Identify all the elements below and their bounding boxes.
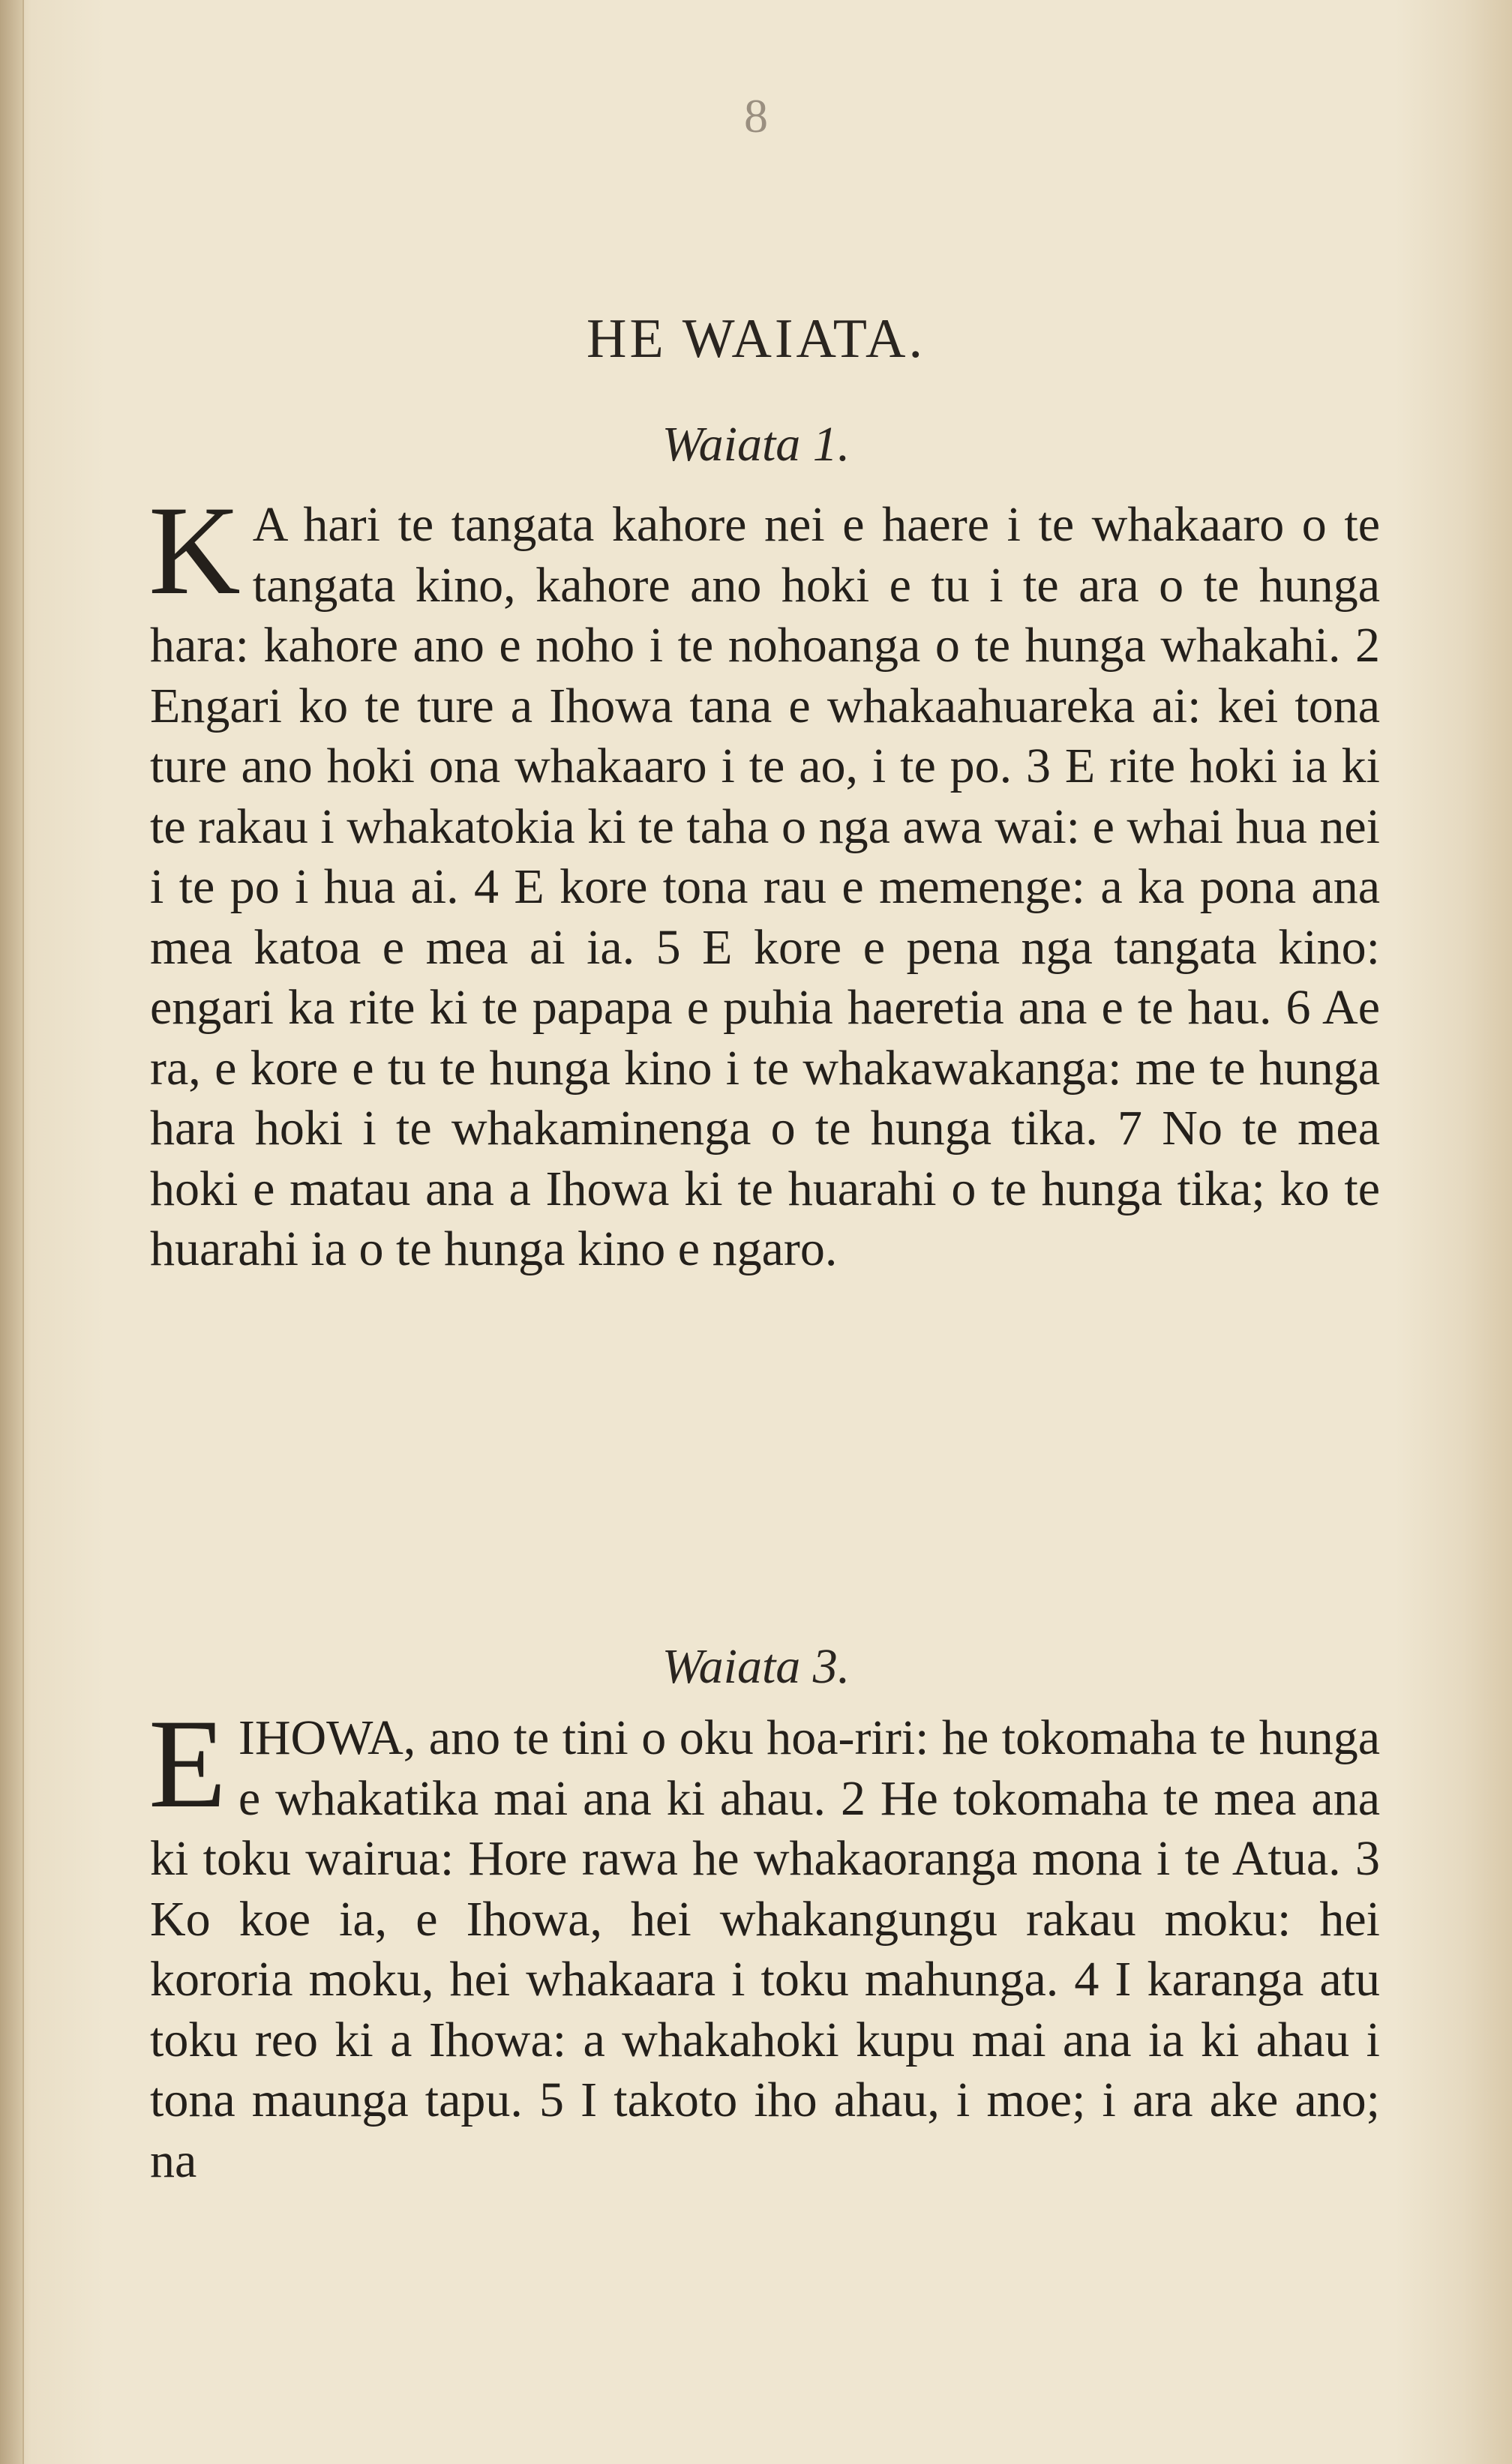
psalm-1-body <box>148 480 1380 1280</box>
psalm-1-text: A hari te tangata kahore nei e haere i te whakaaro o te tangata kino, kahore ano hoki e tu i te ara o te hunga hara: kahore ano e noho i te nohoanga o te hunga whakahi. 2 Engari ko te ture a Ihowa tana e whakaahuareka ai: kei tona ture ano hoki ona whakaaro i te ao, i te po. 3 E rite hoki ia ki te rakau i whakatokia ki te taha o nga awa wai: e whai hua nei i te po i hua ai. 4 E kore tona rau e memenge: a ka pona ana mea katoa e mea ai ia. 5 E kore e pena nga tangata kino: engari ka rite ki te papapa e puhia haeretia ana e te hau. 6 Ae ra, e kore e tu te hunga kino i te whakawakanga: me te hunga hara hoki i te whakaminenga o te hunga tika. 7 No te mea hoki e matau ana a Ihowa ki te huarahi o te hunga tika; ko te huarahi ia o te hunga kino e ngaro. <box>150 497 1380 1276</box>
psalm-3-caption: Waiata 3. <box>662 1639 850 1694</box>
page-number: 8 <box>744 89 768 142</box>
psalm-1-dropcap: K <box>148 480 241 621</box>
psalm-1-caption: Waiata 1. <box>662 417 850 472</box>
page-heading: HE WAIATA. <box>586 308 926 370</box>
psalm-3-body <box>148 1693 1380 2191</box>
psalm-3-dropcap: E <box>148 1693 226 1834</box>
psalm-3-text: ano te tini o oku hoa-riri: he tokomaha te hunga e whakatika mai ana ki ahau. 2 He tokomaha te mea ana ki toku wairua: Hore rawa he whakaoranga mona i te Atua. 3 Ko koe ia, e Ihowa, hei whakangungu rakau moku: hei kororia moku, hei whakaara i toku mahunga. 4 I karanga atu toku reo ki a Ihowa: a whakahoki kupu mai ana ia ki ahau i tona maunga tapu. 5 I takoto iho ahau, i moe; i ara ake ano; na <box>150 1710 1380 2188</box>
psalm-3-first-word: IHOWA, <box>238 1710 416 1765</box>
